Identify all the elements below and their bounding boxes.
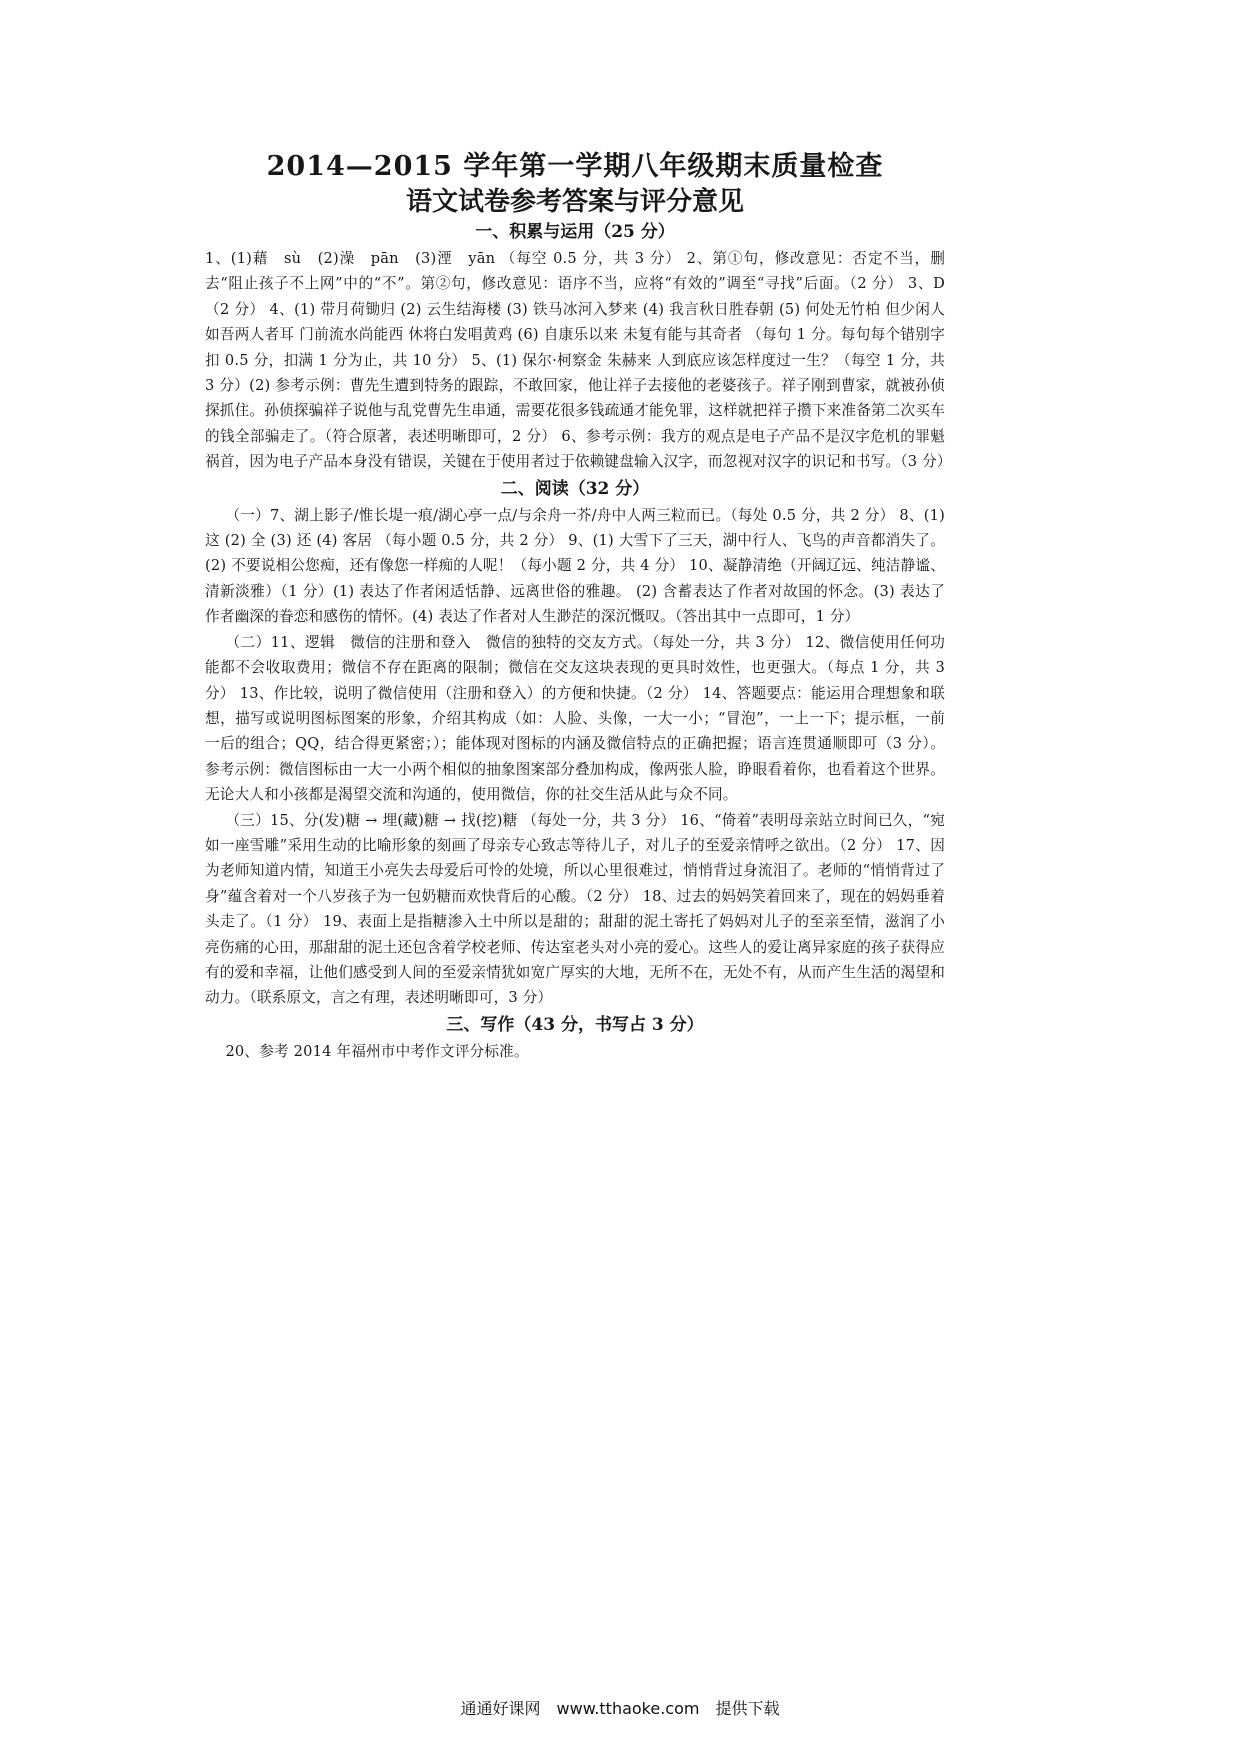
answer-paragraph: （二）11、逻辑 微信的注册和登入 微信的独特的交友方式。（每处一分，共 3 分） 12、微信使用任何功能都不会收取费用；微信不存在距离的限制；微信在交友这块表现的更具时效性，也更强大。（每点 1 分，共 3 分） 13、作比较，说明了微信使用（注册和登入）的方便和快捷。（2 分） 14、答题要点：能运用合理想象和联想，描写或说明图标图案的形象，介绍其构成（如：人脸、头像，一大一小；“冒泡”，一上一下；提示框，一前一后的组合；QQ，结合得更紧密；）；能体现对图标的内涵及微信特点的正确把握；语言连贯通顺即可（3 分）。参考示例：微信图标由一大一小两个相似的抽象图案部分叠加构成，像两张人脸，睁眼看着你，也看着这个世界。无论大人和小孩都是渴望交流和沟通的，使用微信，你的社交生活从此与众不同。 — [205, 633, 945, 804]
section-heading: 二、阅读（32 分） — [500, 478, 650, 499]
document-subtitle: 语文试卷参考答案与评分意见 — [405, 187, 744, 217]
section-heading: 三、写作（43 分，书写占 3 分） — [446, 1014, 704, 1035]
answer-paragraph: （三）15、分(发)糖 → 埋(藏)糖 → 找(挖)糖 （每处一分，共 3 分） 16、“倚着”表明母亲站立时间已久，“宛如一座雪雕”采用生动的比喻形象的刻画了母亲专心致志等待儿子，对儿子的至爱亲情呼之欲出。（2 分） 17、因为老师知道内情，知道王小亮失去母爱后可怜的处境，所以心里很难过，悄悄背过身流泪了。老师的“悄悄背过了身”蕴含着对一个八岁孩子为一包奶糖而欢快背后的心酸。（2 分） 18、过去的妈妈笑着回来了，现在的妈妈垂着头走了。（1 分） 19、表面上是指糖渗入土中所以是甜的；甜甜的泥土寄托了妈妈对儿子的至亲至情，滋润了小亮伤痛的心田，那甜甜的泥土还包含着学校老师、传达室老头对小亮的爱心。这些人的爱让离异家庭的孩子获得应有的爱和幸福，让他们感受到人间的至爱亲情犹如宽广厚实的大地，无所不在，无处不有，从而产生生活的渴望和动力。（联系原文，言之有理，表述明晰即可，3 分） — [205, 811, 945, 1007]
section-accumulation — [205, 220, 952, 475]
download-footer: 通通好课网 www.tthaoke.com 提供下载 — [460, 1699, 780, 1718]
answer-paragraph: （一）7、湖上影子/惟长堤一痕/湖心亭一点/与余舟一芥/舟中人两三粒而已。（每处 0.5 分，共 2 分） 8、(1) 这 (2) 全 (3) 还 (4) 客居 （每小题 0.5 分，共 2 分） 9、(1) 大雪下了三天，湖中行人、飞鸟的声音都消失了。(2) 不要说相公您痴，还有像您一样痴的人呢！（每小题 2 分，共 4 分） 10、凝静清绝（开阔辽远、纯洁静谧、清新淡雅）（1 分）(1) 表达了作者闲适恬静、远离世俗的雅趣。 (2) 含蓄表达了作者对故国的怀念。(3) 表达了作者幽深的眷恋和感伤的情怀。(4) 表达了作者对人生渺茫的深沉慨叹。（答出其中一点即可，1 分） — [205, 506, 945, 626]
section-heading: 一、积累与运用（25 分） — [475, 222, 675, 242]
answer-key-document — [205, 150, 952, 1064]
answer-paragraph: 20、参考 2014 年福州市中考作文评分标准。 — [225, 1042, 529, 1060]
section-writing — [205, 1013, 945, 1064]
document-title: 2014—2015 学年第一学期八年级期末质量检查 — [266, 151, 884, 182]
section-reading — [205, 477, 945, 1011]
answer-paragraph: 1、(1)藉 sù (2)澡 pān (3)湮 yān （每空 0.5 分，共 3 分） 2、第①句，修改意见：否定不当，删去“阻止孩子不上网”中的“不”。第②句，修改意见：语序不当，应将“有效的”调至“寻找”后面。（2 分） 3、D（2 分） 4、(1) 带月荷锄归 (2) 云生结海楼 (3) 铁马冰河入梦来 (4) 我言秋日胜春朝 (5) 何处无竹柏 但少闲人如吾两人者耳 门前流水尚能西 休将白发唱黄鸡 (6) 自康乐以来 未复有能与其奇者 （每句 1 分。每句每个错别字扣 0.5 分，扣满 1 分为止，共 10 分） 5、(1) 保尔·柯察金 朱赫来 人到底应该怎样度过一生？（每空 1 分，共 3 分）(2) 参考示例：曹先生遭到特务的跟踪，不敢回家，他让祥子去接他的老婆孩子。祥子刚到曹家，就被孙侦探抓住。孙侦探骗祥子说他与乱党曹先生串通，需要花很多钱疏通才能免罪，这样就把祥子攒下来准备第二次买车的钱全部骗走了。（符合原著，表述明晰即可，2 分） 6、参考示例：我方的观点是电子产品不是汉字危机的罪魁祸首，因为电子产品本身没有错误，关键在于使用者过于依赖键盘输入汉字，而忽视对汉字的识记和书写。（3 分） — [205, 250, 952, 471]
